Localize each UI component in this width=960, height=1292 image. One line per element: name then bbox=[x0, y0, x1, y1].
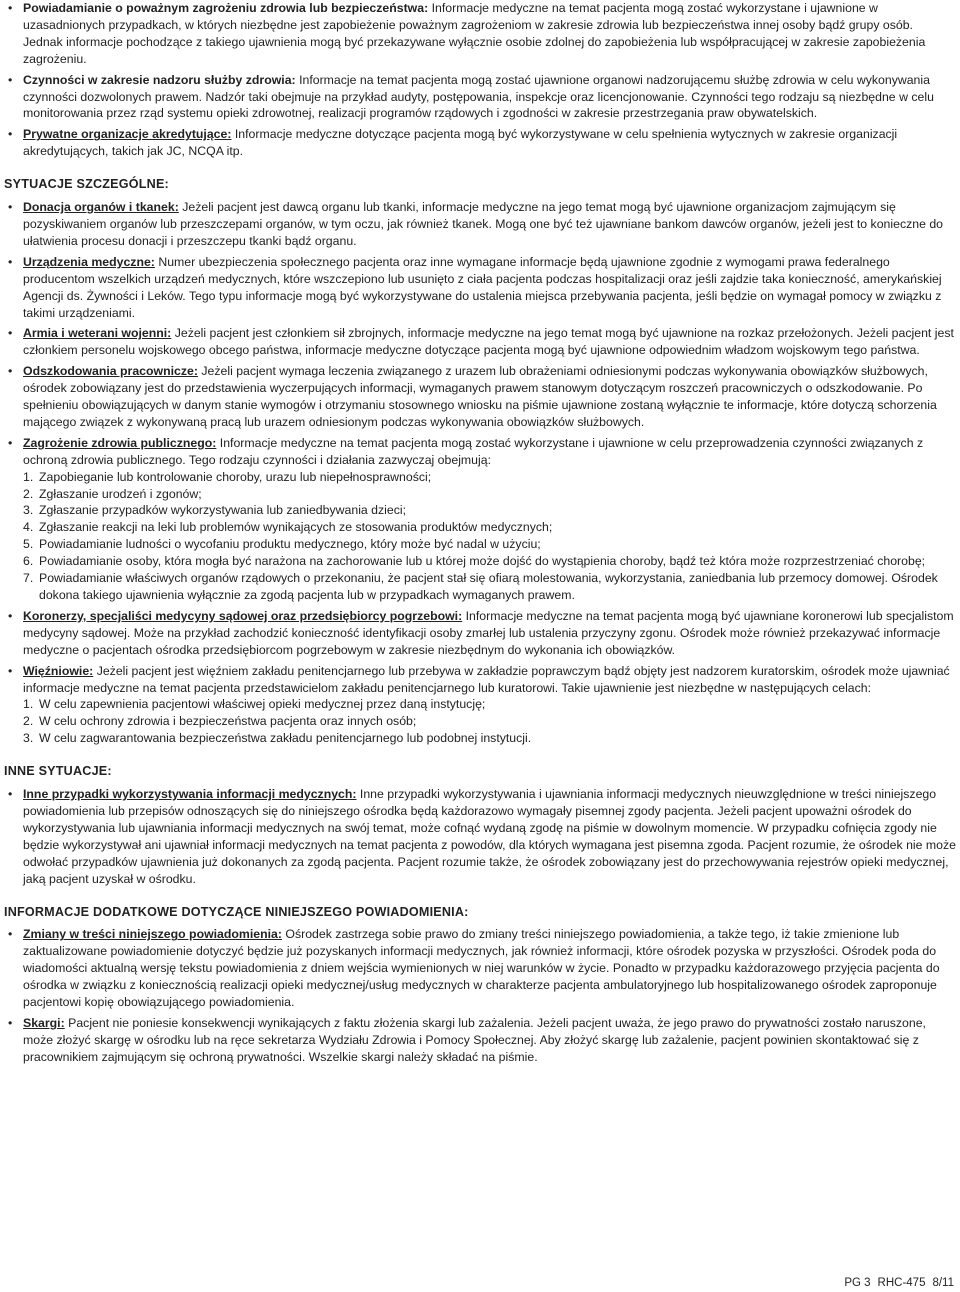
item-text: Informacje medyczne na temat pacjenta mogą zostać wykorzystane i ujawnione w celu przeprowadzenia czynności związanych z ochroną zdrowia publicznego. Tego rodzaju czynności i działania zazwyczaj obejmują: bbox=[23, 435, 924, 467]
item-title: Więźniowie: bbox=[23, 663, 94, 678]
item-title: Zmiany w treści niniejszego powiadomienia: bbox=[23, 927, 282, 942]
list-item-complaints bbox=[4, 1015, 956, 1066]
item-text: Informacje medyczne na temat pacjenta mogą być ujawniane koronerowi lub specjalistom medycyny sądowej. Może na przykład zachodzić konieczność identyfikacji osoby zmarłej lub ustalenia przyczyny zgonu. Ośrodek może również przekazywać informacje medyczne o pacjentach ośrodka przedsiębiorcom pogrzebowym w zakresie niezbędnym do wykonania ich obowiązków. bbox=[23, 608, 954, 657]
form-date: 8/11 bbox=[932, 1277, 954, 1289]
item-title: Donacja organów i tkanek: bbox=[23, 200, 179, 215]
form-code: RHC-475 bbox=[877, 1277, 926, 1289]
item-title: Urządzenia medyczne: bbox=[23, 254, 155, 269]
numbered-item: 3. W celu zagwarantowania bezpieczeństwa zakładu penitencjarnego lub podobnej instytucji. bbox=[23, 731, 532, 746]
list-item-workers-compensation bbox=[4, 363, 956, 431]
item-title: Czynności w zakresie nadzoru służby zdrowia: bbox=[23, 72, 296, 87]
page-footer bbox=[844, 1275, 954, 1292]
item-text: Inne przypadki wykorzystywania i ujawniania informacji medycznych nieuwzględnione w treści niniejszego powiadomienia lub przepisów odnoszących się do niniejszego ośrodka będą każdorazowo wymagały pisemnej zgody pacjenta. Jeżeli pacjent upoważni ośrodek do wykorzystywania lub ujawniania informacji medycznych na swój temat, może cofnąć wydaną zgodę na piśmie w dowolnym momencie. W przypadku cofnięcia zgody nie będzie wykorzystywał ani ujawniał informacji medycznych na temat pacjenta z powodów, dla których wymagana jest pisemna zgoda. Pacjent rozumie, że ośrodek nie może odwołać przypadków ujawnienia już dokonanych za zgodą pacjenta. Pacjent rozumie także, że ośrodek zobowiązany jest do przechowywania rejestrów opieki medycznej, jaką pacjent uzyskał w ośrodku. bbox=[23, 787, 956, 886]
item-text: Ośrodek zastrzega sobie prawo do zmiany treści niniejszego powiadomienia, a także tego, iż takie zmienione lub zaktualizowane powiadomienie dotyczyć będzie już pozyskanych informacji medycznych, jak również informacji, które ośrodek pozyska w przyszłości. Ośrodek poda do wiadomości aktualną wersję tekstu powiadomienia z dniem wejścia wymienionych w niej warunków w życie. Ponadto w przypadku każdorazowego przyjęcia pacjenta do ośrodka w związku z koniecznością realizacji opieki medycznej/usług medycznych w charakterze pacjenta ambulatoryjnego lub hospitalizowanego ośrodek zaproponuje pacjentowi kopię obowiązującego powiadomienia. bbox=[23, 927, 940, 1010]
numbered-item: 2. Zgłaszanie urodzeń i zgonów; bbox=[23, 486, 202, 501]
list-item-health-oversight bbox=[4, 72, 956, 123]
section-heading-other: INNE SYTUACJE: bbox=[4, 764, 112, 779]
section-heading-special: SYTUACJE SZCZEGÓLNE: bbox=[4, 177, 169, 192]
item-text: Jeżeli pacjent jest więźniem zakładu penitencjarnego lub przebywa w zakładzie poprawczym bądź objęty jest nadzorem kuratorskim, ośrodek może ujawniać informacje medyczne na temat pacjenta przedstawicielom zakładu penitencjarnego lub kuratorowi. Takie ujawnienie jest niezbędne w następujących celach: bbox=[23, 663, 950, 695]
item-text: Numer ubezpieczenia społecznego pacjenta oraz inne wymagane informacje będą ujawnione zgodnie z wymogami prawa federalnego producentom wszelkich urządzeń medycznych, które wszczepiono lub usunięto z ciała pacjenta podczas hospitalizacji oraz jeśli zajdzie taka konieczność, amerykańskiej Agencji ds. Żywności i Leków. Tego typu informacje mogą być wykorzystywane do ustalenia miejsca przebywania pacjenta, jeśli będzie on wymagał pomocy w związku z takimi urządzeniami. bbox=[23, 254, 942, 320]
item-text: Pacjent nie poniesie konsekwencji wynikających z faktu złożenia skargi lub zażalenia. Jeżeli pacjent uważa, że jego prawo do prywatności zostało naruszone, może złożyć skargę w ośrodku lub na ręce sekretarza Wydziału Zdrowia i Pomocy Społecznej. Aby złożyć skargę lub zażalenie, pacjent powinien skontaktować się z pracownikiem zajmującym się ochroną prywatności. Wszelkie skargi należy składać na piśmie. bbox=[23, 1015, 926, 1064]
item-title: Zagrożenie zdrowia publicznego: bbox=[23, 435, 217, 450]
numbered-item: 3. Zgłaszanie przypadków wykorzystywania lub zaniedbywania dzieci; bbox=[23, 503, 407, 518]
numbered-item: 5. Powiadamianie ludności o wycofaniu produktu medycznego, który może być nadal w użyciu; bbox=[23, 537, 541, 552]
item-text: Jeżeli pacjent jest dawcą organu lub tkanki, informacje medyczne na jego temat mogą być ujawnione organizacjom zajmującym się pozyskiwaniem organów lub przeszczepami organów, w tym oczu, jak również tkanek. Mogą one być też ujawniane bankom dawców organów, jeżeli jest to konieczne do ułatwienia procesu donacji i przeszczepu tkanki bądź organu. bbox=[23, 200, 944, 248]
list-item-changes bbox=[4, 926, 956, 1011]
list-item-serious-threat bbox=[4, 0, 956, 68]
item-title: Odszkodowania pracownicze: bbox=[23, 364, 198, 379]
numbered-item: 2. W celu ochrony zdrowia i bezpieczeństwa pacjenta oraz innych osób; bbox=[23, 714, 417, 729]
list-item-public-health bbox=[4, 435, 956, 604]
list-item-military bbox=[4, 325, 956, 359]
item-text: Informacje medyczne na temat pacjenta mogą zostać wykorzystane i ujawnione w uzasadnionych przypadkach, w których niezbędne jest zapobieżenie poważnym zagrożeniom w zakresie zdrowia lub bezpieczeństwa innej osoby bądź grupy osób. Jednak informacje pochodzące z takiego ujawnienia mogą być przekazywane wyłącznie osobie zdolnej do zapobieżenia lub współpracującej w zakresie zapobieżenia zagrożeniu. bbox=[23, 1, 926, 66]
list-item-accreditation bbox=[4, 126, 956, 160]
item-title: Inne przypadki wykorzystywania informacji medycznych: bbox=[23, 787, 357, 802]
item-title: Skargi: bbox=[23, 1015, 65, 1030]
list-item-prisoners bbox=[4, 663, 956, 748]
list-item-coroners bbox=[4, 608, 956, 659]
numbered-item: 1. W celu zapewnienia pacjentowi właściwej opieki medycznej przez daną instytucję; bbox=[23, 697, 486, 712]
public-health-list bbox=[23, 469, 956, 604]
item-title: Prywatne organizacje akredytujące: bbox=[23, 127, 232, 142]
list-item-organ-donation bbox=[4, 199, 956, 250]
item-text: Informacje medyczne dotyczące pacjenta mogą być wykorzystywane w celu spełnienia wytycznych w zakresie organizacji akredytujących, takich jak JC, NCQA itp. bbox=[23, 127, 898, 159]
item-title: Armia i weterani wojenni: bbox=[23, 326, 172, 341]
item-title: Koronerzy, specjaliści medycyny sądowej oraz przedsiębiorcy pogrzebowi: bbox=[23, 608, 463, 623]
numbered-item: 7. Powiadamianie właściwych organów rządowych o przekonaniu, że pacjent stał się ofiarą molestowania, wykorzystania, zaniedbania lub przemocy domowej. Ośrodek dokona takiego ujawnienia wyłącznie za zgodą pacjenta lub w przypadkach wymaganych prawem. bbox=[23, 571, 938, 602]
list-item-medical-devices bbox=[4, 254, 956, 322]
list-item-other-uses bbox=[4, 786, 956, 887]
section-heading-additional: INFORMACJE DODATKOWE DOTYCZĄCE NINIEJSZEGO POWIADOMIENIA: bbox=[4, 904, 469, 919]
item-text: Informacje na temat pacjenta mogą zostać ujawnione organowi nadzorującemu służbę zdrowia w celu wykonywania czynności dozwolonych prawem. Nadzór taki obejmuje na przykład audyty, postępowania, inspekcje oraz licencjonowanie. Czynności tego rodzaju są niezbędne w celu monitorowania przez rząd systemu opieki zdrowotnej, realizacji programów rządowych i zgodności w zakresie przestrzegania praw obywatelskich. bbox=[23, 72, 934, 121]
item-title: Powiadamianie o poważnym zagrożeniu zdrowia lub bezpieczeństwa: bbox=[23, 1, 429, 15]
item-text: Jeżeli pacjent jest członkiem sił zbrojnych, informacje medyczne na jego temat mogą być ujawnione na rozkaz przełożonych. Jeżeli pacjent jest członkiem personelu wojskowego obcego państwa, informacje medyczne dotyczące pacjenta mogą być ujawnione odpowiednim władzom wojskowym tego państwa. bbox=[23, 326, 954, 358]
prisoners-list bbox=[23, 696, 956, 747]
page-number: PG 3 bbox=[844, 1277, 871, 1289]
item-text: Jeżeli pacjent wymaga leczenia związanego z urazem lub obrażeniami odniesionymi podczas wykonywania obowiązków służbowych, ośrodek zobowiązany jest do przedstawienia wyczerpujących informacji, wymaganych prawem stanowym dotyczącym roszczeń pracowniczych o odszkodowanie. Po spełnieniu obowiązujących w danym stanie wymogów i otrzymaniu stosownego wniosku na piśmie ujawnione zostaną wyłącznie te informacje, które dotyczą schorzenia mającego związek z wykonywaną pracą lub urazem odniesionym podczas wykonywania obowiązków służbowych. bbox=[23, 364, 937, 429]
numbered-item: 1. Zapobieganie lub kontrolowanie choroby, urazu lub niepełnosprawności; bbox=[23, 469, 432, 484]
numbered-item: 4. Zgłaszanie reakcji na leki lub problemów wynikających ze stosowania produktów medycznych; bbox=[23, 520, 553, 535]
numbered-item: 6. Powiadamianie osoby, która mogła być narażona na zachorowanie lub u której może dojść do wystąpienia choroby, bądź też która może rozprzestrzeniać chorobę; bbox=[23, 554, 926, 569]
